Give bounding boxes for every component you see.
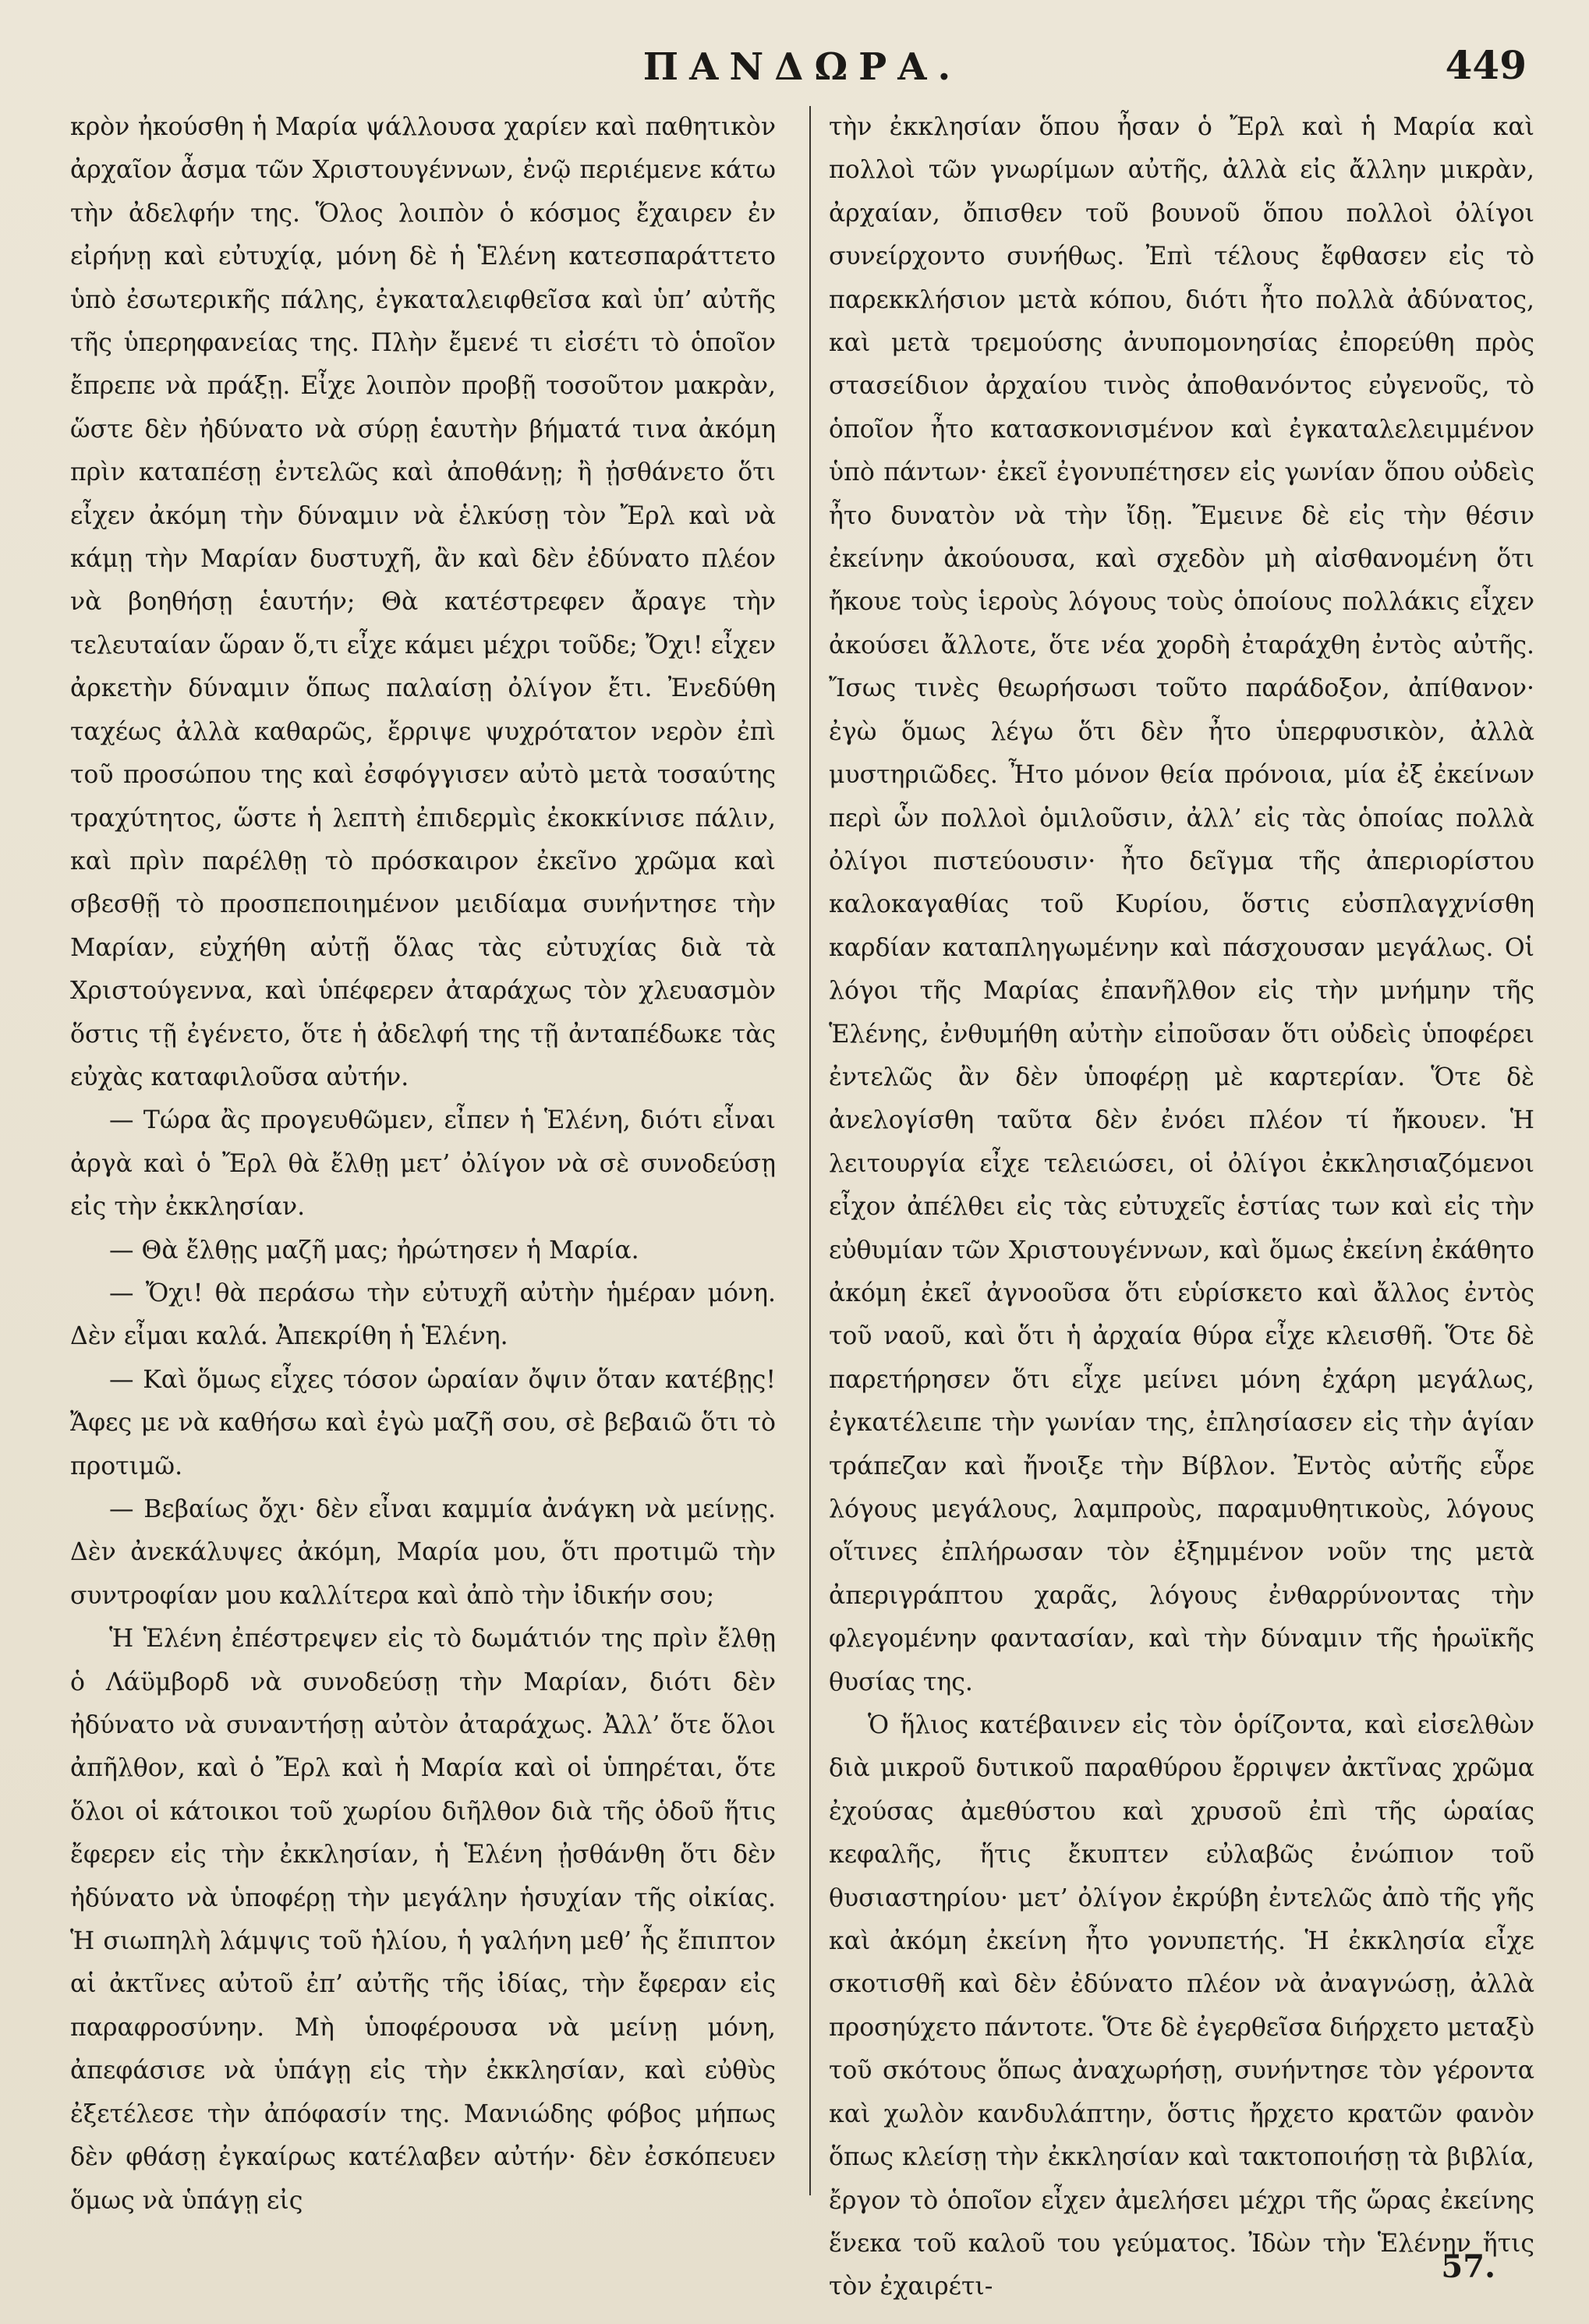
- left-column: [70, 106, 776, 2309]
- signature-mark: 57.: [1441, 2248, 1495, 2285]
- page-header: [70, 31, 1534, 101]
- column-divider: [809, 106, 811, 2195]
- right-column: [829, 106, 1534, 2309]
- paragraph: τὴν ἐκκλησίαν ὅπου ἦσαν ὁ Ἔρλ καὶ ἡ Μαρία καὶ πολλοὶ τῶν γνωρίμων αὐτῆς, ἀλλὰ εἰς ἄλλην μικρὰν, ἀρχαίαν, ὄπισθεν τοῦ βουνοῦ ὅπου πολλοὶ ὀλίγοι συνείρχοντο συνήθως. Ἐπὶ τέλους ἔφθασεν εἰς τὸ παρεκκλήσιον μετὰ κόπου, διότι ἦτο πολλὰ ἀδύνατος, καὶ μετὰ τρεμούσης ἀνυπομονησίας ἐπορεύθη πρὸς στασείδιον ἀρχαίου τινὸς ἀποθανόντος εὐγενοῦς, τὸ ὁποῖον ἦτο κατασκονισμένον καὶ ἐγκαταλελειμμένον ὑπὸ πάντων· ἐκεῖ ἐγονυπέτησεν εἰς γωνίαν ὅπου οὐδεὶς ἦτο δυνατὸν νὰ τὴν ἴδῃ. Ἔμεινε δὲ εἰς τὴν θέσιν ἐκείνην ἀκούουσα, καὶ σχεδὸν μὴ αἰσθανομένη ὅτι ἤκουε τοὺς ἱεροὺς λόγους τοὺς ὁποίους πολλάκις εἶχεν ἀκούσει ἄλλοτε, ὅτε νέα χορδὴ ἐταράχθη ἐντὸς αὐτῆς. Ἴσως τινὲς θεωρήσωσι τοῦτο παράδοξον, ἀπίθανον· ἐγὼ ὅμως λέγω ὅτι δὲν ἦτο ὑπερφυσικὸν, ἀλλὰ μυστηριῶδες. Ἦτο μόνον θεία πρόνοια, μία ἐξ ἐκείνων περὶ ὧν πολλοὶ ὁμιλοῦσιν, ἀλλ’ εἰς τὰς ὁποίας πολλὰ ὀλίγοι πιστεύουσιν· ἦτο δεῖγμα τῆς ἀπεριορίστου καλοκαγαθίας τοῦ Κυρίου, ὅστις εὐσπλαγχνίσθη καρδίαν καταπληγωμένην καὶ πάσχουσαν μεγάλως. Οἱ λόγοι τῆς Μαρίας ἐπανῆλθον εἰς τὴν μνήμην τῆς Ἑλένης, ἐνθυμήθη αὐτὴν εἰποῦσαν ὅτι οὐδεὶς ὑποφέρει ἐντελῶς ἂν δὲν ὑποφέρῃ μὲ καρτερίαν. Ὅτε δὲ ἀνελογίσθη ταῦτα δὲν ἐνόει πλέον τί ἤκουεν. Ἡ λειτουργία εἶχε τελειώσει, οἱ ὀλίγοι ἐκκλησιαζόμενοι εἶχον ἀπέλθει εἰς τὰς εὐτυχεῖς ἑστίας των καὶ εἰς τὴν εὐθυμίαν τῶν Χριστουγέννων, καὶ ὅμως ἐκείνη ἐκάθητο ἀκόμη ἐκεῖ ἀγνοοῦσα ὅτι εὑρίσκετο καὶ ἄλλος ἐντὸς τοῦ ναοῦ, καὶ ὅτι ἡ ἀρχαία θύρα εἶχε κλεισθῆ. Ὅτε δὲ παρετήρησεν ὅτι εἶχε μείνει μόνη ἐχάρη μεγάλως, ἐγκατέλειπε τὴν γωνίαν της, ἐπλησίασεν εἰς τὴν ἁγίαν τράπεζαν καὶ ἤνοιξε τὴν Βίβλον. Ἐντὸς αὐτῆς εὗρε λόγους μεγάλους, λαμπροὺς, παραμυθητικοὺς, λόγους οἵτινες ἐπλήρωσαν τὸν ἐξημμένον νοῦν της μετὰ ἀπεριγράπτου χαρᾶς, λόγους ἐνθαρρύνοντας τὴν φλεγομένην φαντασίαν, καὶ τὴν δύναμιν τῆς ἡρωϊκῆς θυσίας της.: [829, 113, 1534, 1696]
- paragraph: — Τώρα ἂς προγευθῶμεν, εἶπεν ἡ Ἑλένη, διότι εἶναι ἀργὰ καὶ ὁ Ἔρλ θὰ ἔλθῃ μετ’ ὀλίγον νὰ σὲ συνοδεύσῃ εἰς τὴν ἐκκλησίαν.: [70, 1106, 776, 1222]
- paragraph: Ὁ ἥλιος κατέβαινεν εἰς τὸν ὁρίζοντα, καὶ εἰσελθὼν διὰ μικροῦ δυτικοῦ παραθύρου ἔρριψεν ἀκτῖνας χρῶμα ἐχούσας ἀμεθύστου καὶ χρυσοῦ ἐπὶ τῆς ὡραίας κεφαλῆς, ἥτις ἔκυπτεν εὐλαβῶς ἐνώπιον τοῦ θυσιαστηρίου· μετ’ ὀλίγον ἐκρύβη ἐντελῶς ἀπὸ τῆς γῆς καὶ ἀκόμη ἐκείνη ἦτο γονυπετής. Ἡ ἐκκλησία εἶχε σκοτισθῆ καὶ δὲν ἐδύνατο πλέον νὰ ἀναγνώσῃ, ἀλλὰ προσηύχετο πάντοτε. Ὅτε δὲ ἐγερθεῖσα διήρχετο μεταξὺ τοῦ σκότους ὅπως ἀναχωρήσῃ, συνήντησε τὸν γέροντα καὶ χωλὸν κανδυλάπτην, ὅστις ἤρχετο κρατῶν φανὸν ὅπως κλείσῃ τὴν ἐκκλησίαν καὶ τακτοποιήσῃ τὰ βιβλία, ἔργον τὸ ὁποῖον εἶχεν ἀμελήσει μέχρι τῆς ὥρας ἐκείνης ἕνεκα τοῦ καλοῦ του γεύματος. Ἰδὼν τὴν Ἑλένην ἥτις τὸν ἐχαιρέτι-: [829, 1711, 1534, 2301]
- paragraph: — Βεβαίως ὄχι· δὲν εἶναι καμμία ἀνάγκη νὰ μείνῃς. Δὲν ἀνεκάλυψες ἀκόμη, Μαρία μου, ὅτι προτιμῶ τὴν συντροφίαν μου καλλίτερα καὶ ἀπὸ τὴν ἰδικήν σου;: [70, 1495, 776, 1610]
- text-columns: [70, 106, 1534, 2309]
- paragraph: — Θὰ ἔλθῃς μαζῆ μας; ἠρώτησεν ἡ Μαρία.: [109, 1236, 639, 1265]
- paragraph: — Ὄχι! θὰ περάσω τὴν εὐτυχῆ αὐτὴν ἡμέραν μόνη. Δὲν εἶμαι καλά. Ἀπεκρίθη ἡ Ἑλένη.: [70, 1279, 776, 1351]
- running-title: ΠΑΝΔΩΡΑ.: [642, 45, 962, 89]
- paragraph: — Καὶ ὅμως εἶχες τόσον ὡραίαν ὄψιν ὅταν κατέβῃς! Ἄφες με νὰ καθήσω καὶ ἐγὼ μαζῆ σου, σὲ βεβαιῶ ὅτι τὸ προτιμῶ.: [70, 1365, 776, 1480]
- page-number: 449: [1445, 42, 1527, 88]
- paragraph: Ἡ Ἑλένη ἐπέστρεψεν εἰς τὸ δωμάτιόν της πρὶν ἔλθῃ ὁ Λάϋμβορδ νὰ συνοδεύσῃ τὴν Μαρίαν, διότι δὲν ἠδύνατο νὰ συναντήσῃ αὐτὸν ἀταράχως. Ἀλλ’ ὅτε ὅλοι ἀπῆλθον, καὶ ὁ Ἔρλ καὶ ἡ Μαρία καὶ οἱ ὑπηρέται, ὅτε ὅλοι οἱ κάτοικοι τοῦ χωρίου διῆλθον διὰ τῆς ὁδοῦ ἥτις ἔφερεν εἰς τὴν ἐκκλησίαν, ἡ Ἑλένη ᾐσθάνθη ὅτι δὲν ἠδύνατο νὰ ὑποφέρῃ τὴν μεγάλην ἡσυχίαν τῆς οἰκίας. Ἡ σιωπηλὴ λάμψις τοῦ ἡλίου, ἡ γαλήνη μεθ’ ἧς ἔπιπτον αἱ ἀκτῖνες αὐτοῦ ἐπ’ αὐτῆς τῆς ἰδίας, τὴν ἔφεραν εἰς παραφροσύνην. Μὴ ὑποφέρουσα νὰ μείνῃ μόνη, ἀπεφάσισε νὰ ὑπάγῃ εἰς τὴν ἐκκλησίαν, καὶ εὐθὺς ἐξετέλεσε τὴν ἀπόφασίν της. Μανιώδης φόβος μήπως δὲν φθάσῃ ἐγκαίρως κατέλαβεν αὐτήν· δὲν ἐσκόπευεν ὅμως νὰ ὑπάγῃ εἰς: [70, 1625, 776, 2215]
- paragraph: κρὸν ἠκούσθη ἡ Μαρία ψάλλουσα χαρίεν καὶ παθητικὸν ἀρχαῖον ἆσμα τῶν Χριστουγέννων, ἐνῷ περιέμενε κάτω τὴν ἀδελφήν της. Ὅλος λοιπὸν ὁ κόσμος ἔχαιρεν ἐν εἰρήνῃ καὶ εὐτυχίᾳ, μόνη δὲ ἡ Ἑλένη κατεσπαράττετο ὑπὸ ἐσωτερικῆς πάλης, ἐγκαταλειφθεῖσα καὶ ὑπ’ αὐτῆς τῆς ὑπερηφανείας της. Πλὴν ἔμενέ τι εἰσέτι τὸ ὁποῖον ἔπρεπε νὰ πράξῃ. Εἶχε λοιπὸν προβῇ τοσοῦτον μακρὰν, ὥστε δὲν ἠδύνατο νὰ σύρῃ ἑαυτὴν βήματά τινα ἀκόμη πρὶν καταπέσῃ ἐντελῶς καὶ ἀποθάνῃ; ἢ ᾐσθάνετο ὅτι εἶχεν ἀκόμη τὴν δύναμιν νὰ ἑλκύσῃ τὸν Ἔρλ καὶ νὰ κάμῃ τὴν Μαρίαν δυστυχῆ, ἂν καὶ δὲν ἐδύνατο πλέον νὰ βοηθήσῃ ἑαυτήν; Θὰ κατέστρεφεν ἄραγε τὴν τελευταίαν ὥραν ὅ,τι εἶχε κάμει μέχρι τοῦδε; Ὄχι! εἶχεν ἀρκετὴν δύναμιν ὅπως παλαίσῃ ὀλίγον ἔτι. Ἐνεδύθη ταχέως ἀλλὰ καθαρῶς, ἔρριψε ψυχρότατον νερὸν ἐπὶ τοῦ προσώπου της καὶ ἐσφόγγισεν αὐτὸ μετὰ τοσαύτης τραχύτητος, ὥστε ἡ λεπτὴ ἐπιδερμὶς ἐκοκκίνισε πάλιν, καὶ πρὶν παρέλθῃ τὸ πρόσκαιρον ἐκεῖνο χρῶμα καὶ σβεσθῇ τὸ προσπεποιημένον μειδίαμα συνήντησε τὴν Μαρίαν, εὐχήθη αὐτῇ ὅλας τὰς εὐτυχίας διὰ τὰ Χριστούγεννα, καὶ ὑπέφερεν ἀταράχως τὸν χλευασμὸν ὅστις τῇ ἐγένετο, ὅτε ἡ ἀδελφή της τῇ ἀνταπέδωκε τὰς εὐχὰς καταφιλοῦσα αὐτήν.: [70, 113, 776, 1091]
